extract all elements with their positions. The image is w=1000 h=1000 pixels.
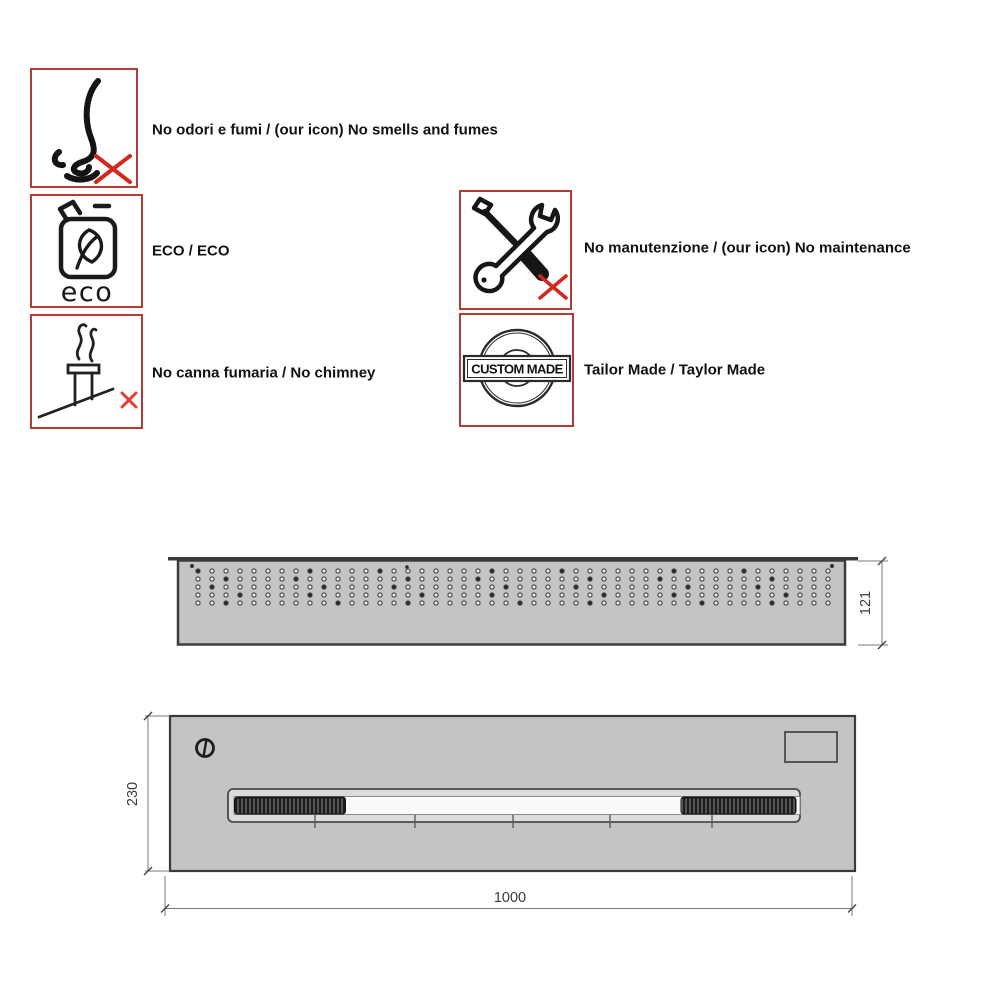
feature-label-no-maintenance: No manutenzione / (our icon) No maintenance bbox=[584, 239, 911, 257]
burner-top-view bbox=[168, 557, 888, 649]
red-cross-icon bbox=[96, 156, 130, 182]
feature-label-eco: ECO / ECO bbox=[152, 242, 230, 260]
burner-slot bbox=[228, 789, 800, 828]
feature-box-tailor-made bbox=[459, 313, 574, 427]
eco-label: eco bbox=[60, 277, 113, 305]
dimension-depth bbox=[858, 557, 888, 649]
feature-label-tailor-made: Tailor Made / Taylor Made bbox=[584, 361, 766, 379]
red-cross-icon bbox=[122, 393, 136, 407]
technical-drawings bbox=[120, 545, 910, 930]
feature-box-no-smells bbox=[30, 68, 138, 188]
custom-made-label: CUSTOM MADE bbox=[470, 361, 563, 377]
dimension-depth-label: 121 bbox=[858, 590, 874, 616]
nose-icon bbox=[34, 72, 134, 184]
feature-label-no-chimney: No canna fumaria / No chimney bbox=[152, 364, 376, 382]
chimney-crossed-icon bbox=[35, 319, 139, 425]
burner-front-view bbox=[125, 712, 856, 916]
feature-box-no-maintenance bbox=[459, 190, 572, 310]
feature-box-no-chimney bbox=[30, 314, 143, 429]
feature-label-no-smells: No odori e fumi / (our icon) No smells and fumes bbox=[152, 121, 498, 139]
tools-crossed-icon bbox=[464, 194, 568, 306]
feature-box-eco bbox=[30, 194, 143, 308]
dimension-width bbox=[161, 876, 856, 916]
dimension-height bbox=[125, 712, 170, 875]
dimension-width-label: 1000 bbox=[493, 890, 527, 906]
custom-made-stamp-icon bbox=[462, 318, 572, 422]
dimension-height-label: 230 bbox=[125, 781, 141, 807]
control-panel-plate bbox=[785, 732, 837, 762]
eco-fuel-can-icon bbox=[37, 197, 137, 305]
red-cross-icon bbox=[540, 276, 566, 298]
